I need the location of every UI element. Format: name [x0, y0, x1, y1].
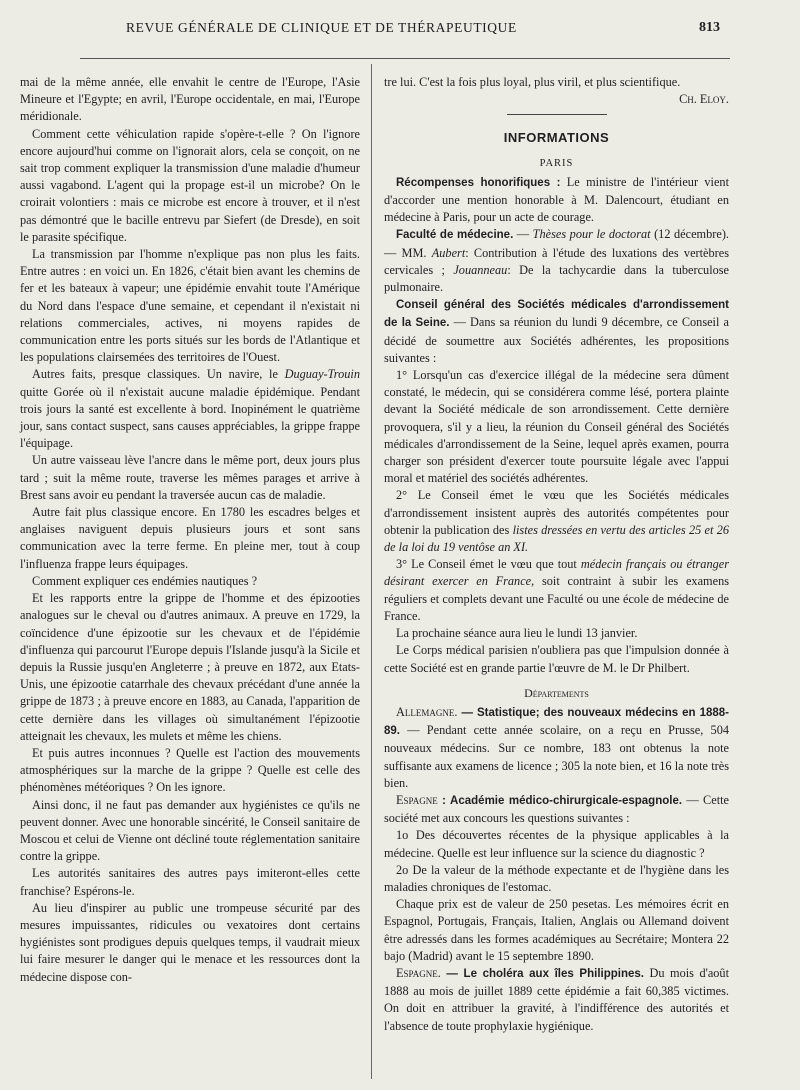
author-name: Jouanneau	[453, 262, 508, 277]
paragraph: Et les rapports entre la grippe de l'homme et des épizooties analogues sur le cheval ou d'autres animaux. A preuve en 1729, la coïncidence d'une épizootie sur les chevaux et de l'épidémie d'influenza qui parcourut l'Europe depuis l'Islande jusqu'à la Sicile et depuis la Russie jusqu'en Angleterre ; à preuve en 1872, aux Etats-Unis, une épizootie catarrhale des chevaux précédant d'une année la grippe de 1873 ; à preuve encore en 1883, au Canada, l'apparition de cette dernière dans les villages où simultanément l'épizootie atteignait les chevaux, les mulets et même les chiens.	[20, 591, 360, 743]
text-run: — Cette société met aux concours les questions suivantes :	[384, 792, 729, 826]
column-divider	[371, 64, 372, 1079]
news-item	[384, 296, 729, 367]
text-run: — Dans sa réunion du lundi 9 décembre, ce Conseil a décidé de soumettre aux Sociétés adhérentes, les propositions suivantes :	[384, 315, 729, 365]
paragraph: Le Corps médical parisien n'oubliera pas que l'impulsion donnée à cette Société est en grande partie l'œuvre de M. le Dr Philbert.	[384, 643, 729, 675]
text-run: : Contribution à l'étude des luxations des vertèbres cervicales ;	[384, 245, 729, 277]
text-run: Du mois d'août 1888 au mois de juillet 1889 cette épidémie a fait 60,385 victimes. On doit en attribuer la gravité, à l'indifférence des autorités et l'absence de toute prophylaxie hygiénique.	[384, 965, 729, 1033]
header-rule	[80, 58, 730, 59]
text-run: 2° Le Conseil émet le vœu que les Sociétés médicales d'arrondissement insistent auprès des autorités compétentes pour obtenir la publication des	[384, 488, 729, 537]
proposition	[384, 556, 729, 625]
paragraph: Comment expliquer ces endémies nautiques ?	[32, 573, 258, 588]
section-rule	[507, 114, 607, 115]
news-item	[384, 965, 729, 1035]
text-run: : De la tachycardie dans la tuberculose pulmonaire.	[384, 262, 729, 295]
subhead-departements: Départements	[524, 685, 589, 700]
text-run: 3° Le Conseil émet le vœu que tout	[396, 557, 581, 572]
ship-name: Duguay-Trouin	[284, 367, 360, 382]
running-header	[0, 18, 800, 42]
text-run: Le ministre de l'intérieur vient d'accorder une mention honorable à M. Dalencourt, étudiant en médecine à Paris, pour un acte de courage.	[384, 174, 729, 225]
page-number: 813	[699, 20, 720, 35]
news-item	[384, 792, 729, 827]
country-label: Allemagne.	[396, 704, 458, 719]
rubric-title: — Statistique; des nouveaux médecins en 1888-89.	[384, 706, 729, 738]
paragraph: La transmission par l'homme n'explique pas non plus les faits. Entre autres : en voici un. En 1826, c'était bien avant les chemins de fer et les bateaux à vapeur; une épidémie envahit toute l'Amérique du Nord dans l'espace d'une semaine, et cependant il n'existait ni relations commerciales, actives, ni moyens rapides de communication entre les ports situés sur les bords de l'Atlantique et les populations clairsemées des territoires de l'Ouest.	[20, 247, 360, 365]
country-label: Espagne	[396, 792, 438, 807]
paragraph: tre lui. C'est la fois plus loyal, plus viril, et plus scientifique.	[384, 75, 681, 89]
question: 1o Des découvertes récentes de la physique applicables à la médecine. Quelle est leur influence sur la science du diagnostic ?	[384, 828, 729, 860]
rubric-title: : Académie médico-chirurgicale-espagnole.	[437, 794, 683, 807]
paragraph: Ainsi donc, il ne faut pas demander aux hygiénistes ce qu'ils ne peuvent donner. Avec une honorable sincérité, le Conseil sanitaire de Moscou et celui de Vienne ont décliné toute réglementation sanitaire contre la grippe.	[20, 797, 360, 864]
paragraph: Chaque prix est de valeur de 250 pesetas. Les mémoires écrit en Espagnol, Portugais, Français, Italien, Anglais ou Allemand doivent être adressés dans les formes académiques au Secrétaire; Montera 22 bajo (Madrid) avant le 15 septembre 1890.	[384, 897, 729, 963]
section-title: INFORMATIONS	[503, 130, 610, 146]
country-label: Espagne.	[396, 965, 441, 980]
text-run: —	[513, 227, 533, 242]
news-item	[384, 226, 729, 296]
paragraph: Autre fait plus classique encore. En 1780 les escadres belges et anglaises naviguent depuis plusieurs jours et sont sans communication avec la terre ferme. En pleine mer, tout à coup l'influenza frappe leurs équipages.	[20, 505, 360, 571]
news-item	[384, 174, 729, 227]
paragraph	[20, 366, 360, 452]
text-run: soit contraint à subir les examens réguliers et complets devant une Faculté ou une école de médecine de France.	[384, 574, 729, 623]
paragraph: Au lieu d'inspirer au public une trompeuse sécurité par des mesures impuissantes, ridicules ou vexatoires dont certains hygiénistes sont prodigues depuis quelques temps, il vaudrait mieux lui faire mesurer le danger qui le menace et les ressources dont la médecine dispose con-	[20, 900, 360, 984]
text-run: médecin français ou étranger désirant exercer en France,	[384, 557, 729, 589]
rubric-title: — Le choléra aux îles Philippines.	[440, 967, 644, 980]
text-run: quitte Gorée où il n'existait aucune maladie épidémique. Pendant trois jours la santé est excellente à bord. Inopinément le quatrième jour, sans contact suspect, sans causes appréciables, la grippe frappe l'équipage.	[20, 384, 360, 451]
paragraph: mai de la même année, elle envahit le centre de l'Europe, l'Asie Mineure et l'Egypte; en avril, l'Europe occidentale, en mai, l'Europe méridionale.	[20, 75, 360, 124]
text-run: listes dressées en vertu des articles 25 et 26 de la loi du 19 ventôse an XI.	[384, 522, 729, 555]
question: 2o De la valeur de la méthode expectante et de l'hygiène dans les maladies chroniques de l'estomac.	[384, 862, 729, 894]
text-run: Thèses pour le doctorat	[532, 227, 651, 242]
text-run: (12 décembre). — MM.	[384, 227, 729, 260]
paragraph: Les autorités sanitaires des autres pays imiteront-elles cette franchise? Espérons-le.	[20, 866, 360, 898]
author-signature: Ch. Eloy.	[679, 92, 729, 107]
left-column	[20, 74, 360, 986]
paragraph: Comment cette véhiculation rapide s'opère-t-elle ? On l'ignore encore aujourd'hui comme on l'ignorait alors, cela se conçoit, on ne sait trop comment expliquer la transmission d'une maladie d'humeur aussi vagabond. L'agent qui la propage est-il un microbe? On le croirait volontiers : mais ce microbe est encore à trouver, et il n'est pas démontré que le bacille entrevu par Siefert (de Dresde), en soit le parasite spécifique.	[20, 126, 360, 244]
subhead-paris: PARIS	[539, 157, 574, 169]
paragraph: Et puis autres inconnues ? Quelle est l'action des mouvements atmosphériques sur la marche de la grippe ? Quelle est celle des phénomènes météoriques ? On les ignore.	[20, 745, 360, 795]
paragraph: Un autre vaisseau lève l'ancre dans le même port, deux jours plus tard ; suit la même route, traverse les mêmes parages et arrive à Brest sans avoir eu pendant la traversée aucun cas de maladie.	[20, 453, 360, 502]
rubric-title: Faculté de médecine.	[396, 229, 514, 242]
text-run: Autres faits, presque classiques. Un navire, le	[32, 367, 285, 382]
paragraph: La prochaine séance aura lieu le lundi 13 janvier.	[396, 626, 638, 641]
rubric-title: Conseil général des Sociétés médicales d'arrondissement de la Seine.	[384, 299, 729, 330]
text-run: — Pendant cette année scolaire, on a reçu en Prusse, 504 nouveaux médecins. Sur ce nombre, 183 ont obtenus la note suffisante aux examens de licence ; 305 la note bien, et 16 la note très bien.	[384, 723, 729, 790]
journal-title: REVUE GÉNÉRALE DE CLINIQUE ET DE THÉRAPEUTIQUE	[126, 20, 517, 35]
author-name: Aubert	[431, 245, 466, 260]
right-column	[384, 74, 729, 1035]
rubric-title: Récompenses honorifiques :	[396, 176, 561, 189]
proposition	[384, 487, 729, 556]
news-item	[384, 704, 729, 792]
proposition: 1° Lorsqu'un cas d'exercice illégal de la médecine sera dûment constaté, le médecin, qui se considérera comme lésé, portera plainte devant la Société médicale de son arrondissement. Cette dernière provoquera, s'il y a lieu, la réunion du Conseil général des Sociétés médicales d'arrondissement de la Seine, lequel après examen, pourra charger son président d'exercer toute poursuite légale avec l'appui moral et matériel des sociétés adhérentes.	[384, 368, 729, 486]
